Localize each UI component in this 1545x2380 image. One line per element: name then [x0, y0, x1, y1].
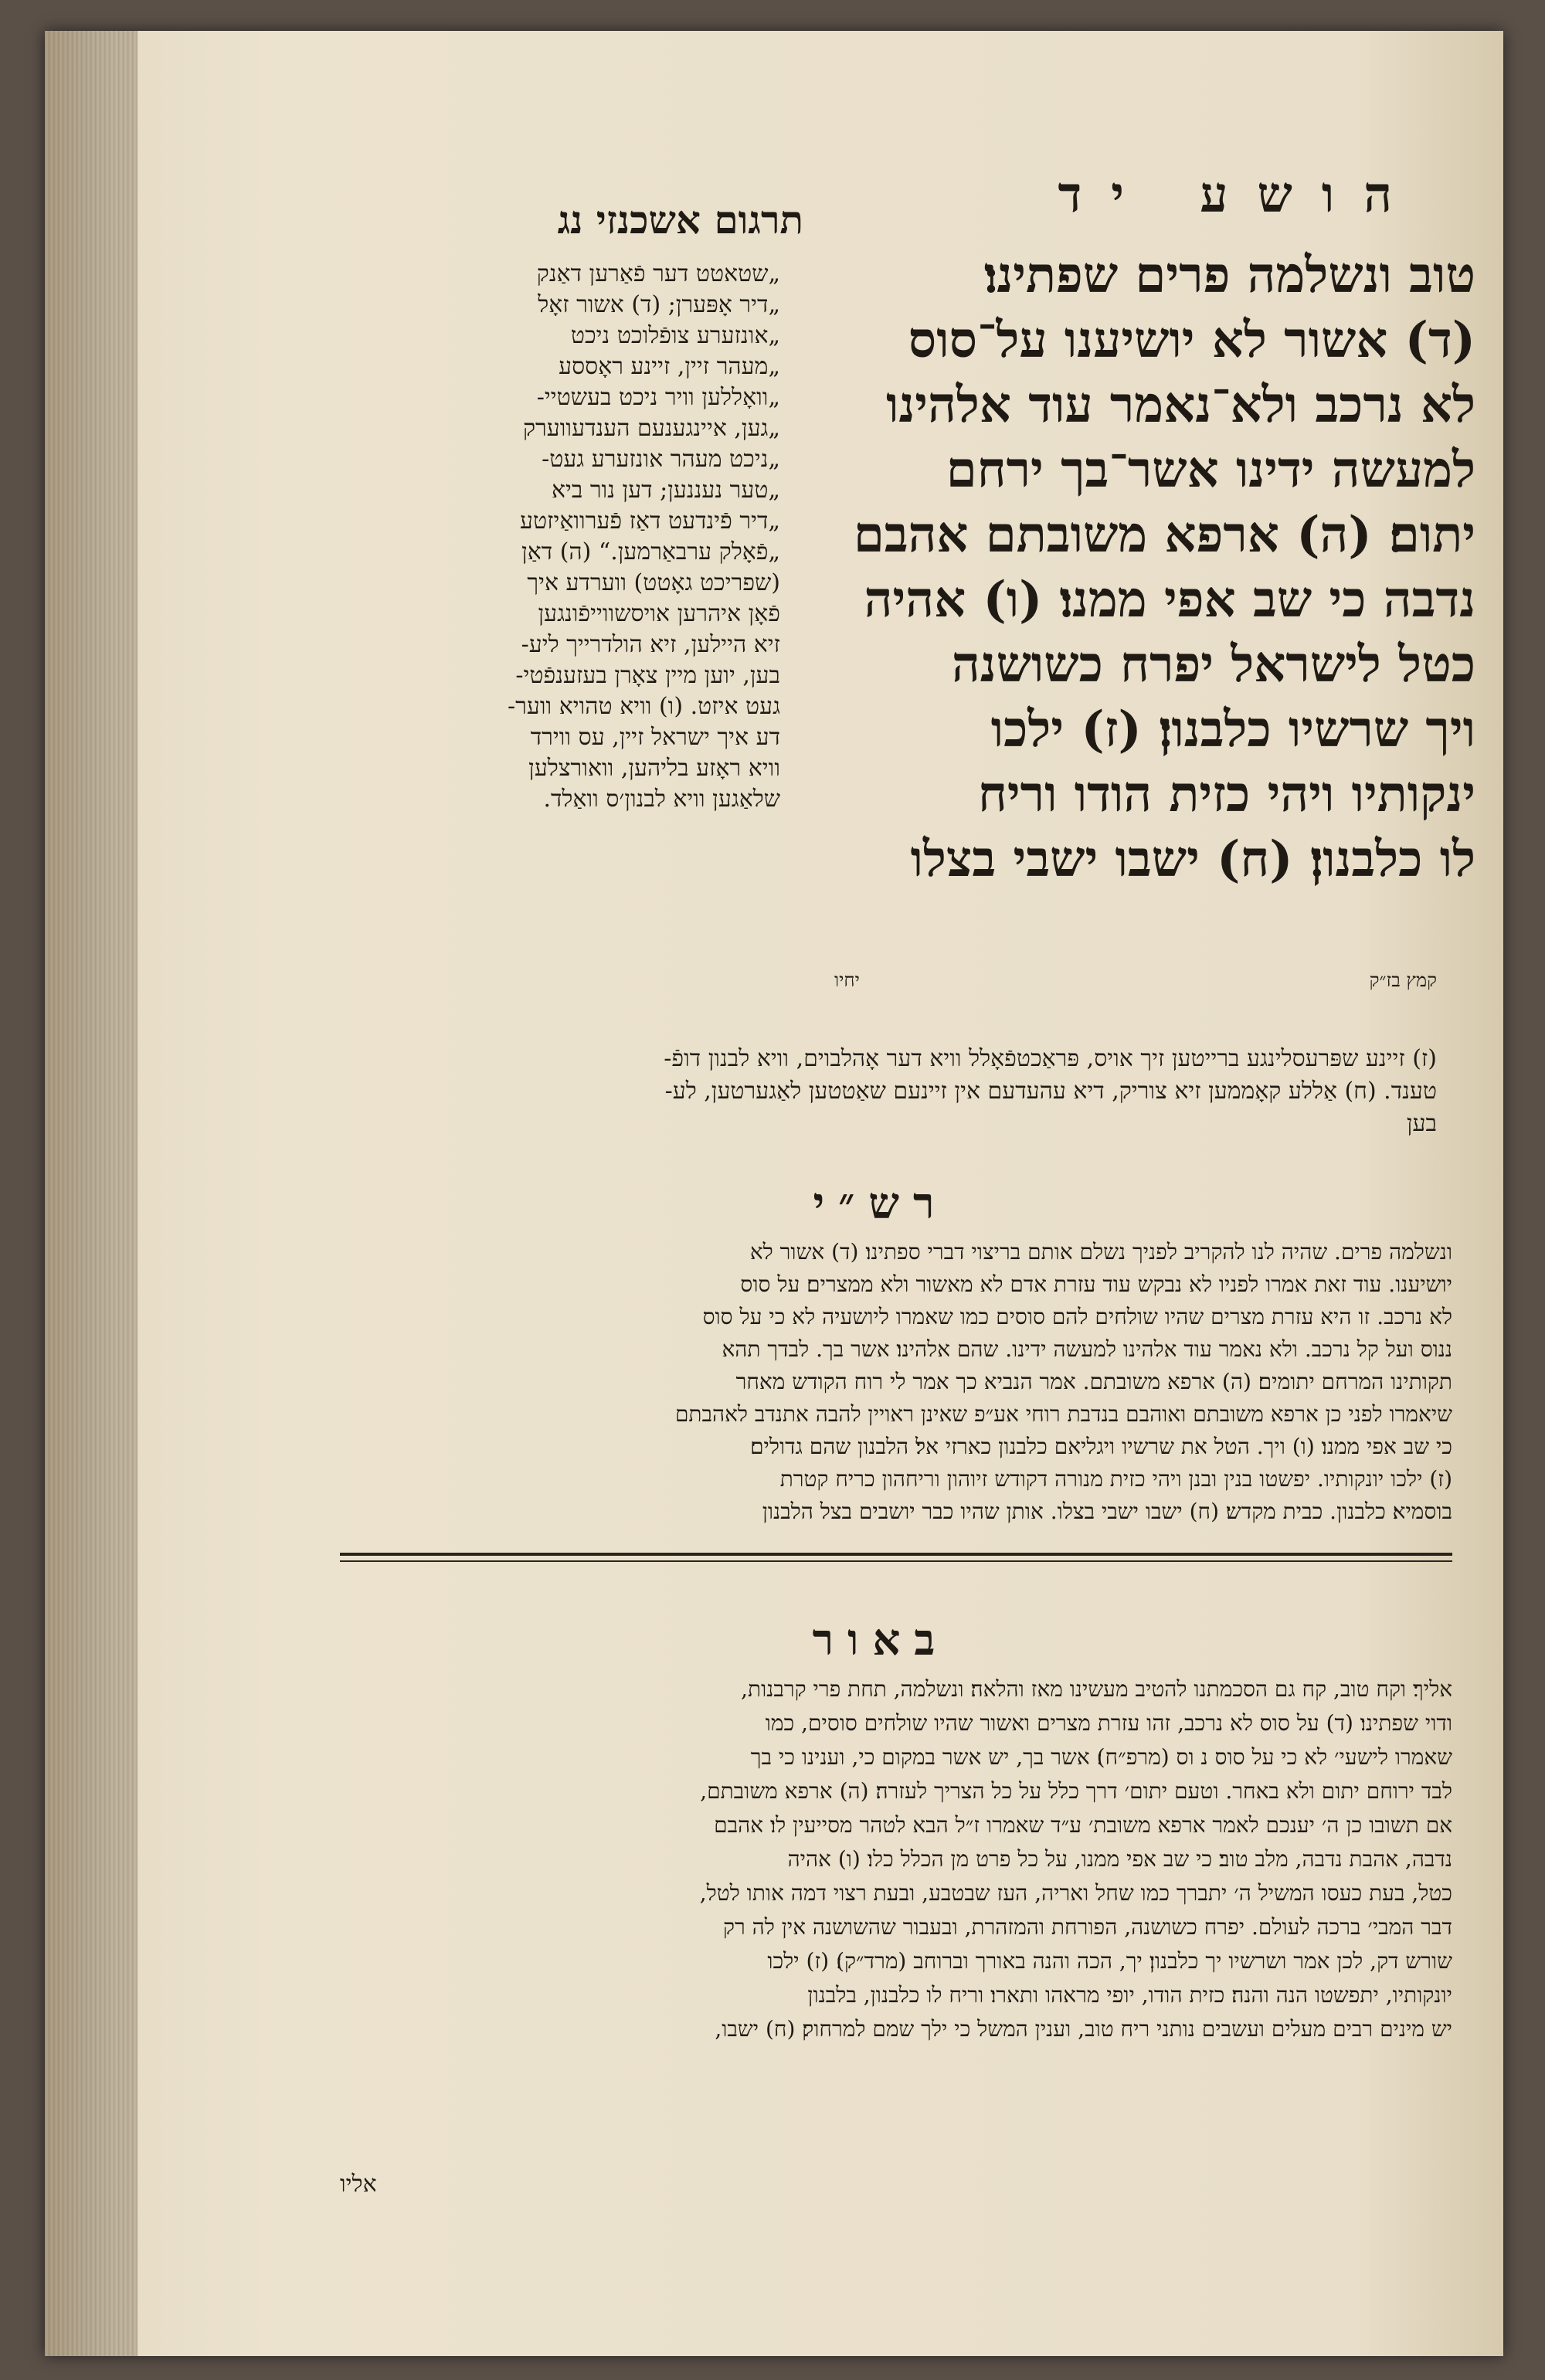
yiddish-line: בען [1406, 1110, 1437, 1137]
yiddish-line: וויא ראָזע בליהען, וואורצלען [528, 755, 780, 782]
yiddish-line: „טער נעננען; דען נור ביא [551, 477, 780, 504]
biur-line: יונקותיו, יתפשטו הנה והנה׃ כזית הודו, יופי מראהו ותארו׃ וריח לו כלבנון, בלבנון [807, 1982, 1452, 2008]
biur-line: אם תשובו כן ה׳ יענכם לאמר ארפא משובת׳ ע״ד שאמרו ז״ל הבא לטהר מסייעין לו׃ אהבם [714, 1812, 1452, 1838]
yiddish-line: „פֿאָלק ערבאַרמען.“ (ה) דאַן [521, 538, 780, 565]
yiddish-line: (שפריכט גאָטט) ווערדע איך [527, 569, 780, 596]
rashi-heading: רש״י [813, 1178, 949, 1229]
biur-line: אליך׃ וקח טוב, קח גם הסכמתנו להטיב מעשינו מאז והלאה׃ ונשלמה, תחת פרי קרבנות, [741, 1676, 1452, 1702]
main-line: יתום׃ (ה) ארפא משובתם אהבם [853, 506, 1475, 564]
note-kamatz: קמץ בז״ק [1369, 969, 1437, 991]
rashi-line: בוסמיא׃ כלבנון. כבית מקדש׃ (ח) ישבו ישבי בצלו. אותן שהיו כבר יושבים בצל הלבנון [762, 1499, 1452, 1524]
yiddish-line: „ניכט מעהר אונזערע געט- [542, 446, 780, 473]
yiddish-line: (ז) זיינע שפּרעסלינגע ברייטען זיך אויס, פּראַכטפֿאָלל וויא דער אָהלבוים, וויא לבנון דופֿ- [664, 1045, 1437, 1072]
rashi-line: ננוס ועל קל נרכב. ולא נאמר עוד אלהינו למעשה ידינו. שהם אלהינו׃ אשר בך. לבדך תהא [722, 1336, 1452, 1362]
masoretic-notes [834, 969, 1437, 992]
rashi-line: ונשלמה פרים. שהיה לנו להקריב לפניך נשלם אותם בריצוי דברי ספתינו׃ (ד) אשור לא [749, 1239, 1452, 1265]
yiddish-line: דע איך ישראל זיין, עס ווירד [530, 724, 780, 751]
section-divider [340, 1553, 1452, 1556]
yiddish-line: טענד. (ח) אַללע קאָממען זיא צוריק, דיא עהעדעם אין זיינעם שאַטטען לאַגערטען, לע- [664, 1078, 1437, 1105]
note-yichyu: יחיו [834, 969, 860, 991]
rashi-line: שיאמרו לפני כן ארפא משובתם ואוהבם בנדבת רוחי אע״פ שאינן ראויין להבה אתנדב לאהבתם [674, 1401, 1452, 1427]
rashi-commentary [340, 1236, 1452, 1528]
biur-line: שורש דק, לכן אמר ושרשיו יך כלבנון׃ יך, הכה והנה באורך וברוחב (מרד״ק)׃ (ז) ילכו [767, 1948, 1452, 1974]
section-divider [340, 1560, 1452, 1562]
yiddish-line: בען, יוען מיין צאָרן בעזענפֿטי- [515, 662, 780, 689]
yiddish-line: געט איזט. (ו) וויא טהויא ווער- [508, 693, 780, 720]
rashi-line: יושיענו. עוד זאת אמרו לפניו לא נבקש עוד עזרת אדם לא מאשור ולא ממצרים׃ על סוס [740, 1271, 1452, 1297]
yiddish-line: „דיר אָפּערן; (ד) אשור זאָל [538, 291, 780, 318]
yiddish-continuation [340, 1043, 1437, 1140]
yiddish-line: „וואָללען וויר ניכט בעשטיי- [536, 384, 780, 411]
page-edge [45, 31, 138, 2356]
biur-line: יש מינים רבים מעלים ועשבים נותני ריח טוב, וענין המשל כי ילך שמם למרחוק׃ (ח) ישבו, [715, 2016, 1452, 2042]
main-line: כטל לישראל יפרח כשושנה [951, 636, 1475, 694]
main-line: לו כלבנון׃ (ח) ישבו ישבי בצלו [910, 830, 1475, 888]
yiddish-line: „דיר פֿינדעט דאַז פֿערוואַיזטע [520, 508, 780, 535]
yiddish-line: „גען, איינגענעם הענדעווערק [522, 415, 780, 442]
biur-line: דבר המבי׳ ברכה לעולם. יפרח כשושנה, הפורחת והמזהרת, ובעבור שהשושנה אין לה רק [722, 1914, 1452, 1940]
biur-commentary [340, 1672, 1452, 2046]
biur-line: כטל, בעת כעסו המשיל ה׳ יתברך כמו שחל ואריה, העז שבטבע, ובעת רצוי דמה אותו לטל, [699, 1880, 1452, 1906]
yiddish-line: „מעהר זיין, זיינע ראָססע [559, 353, 780, 380]
main-line: ינקותיו ויהי כזית הודו וריח [977, 766, 1475, 823]
rashi-line: תקותינו המרחם יתומים׃ (ה) ארפא משובתם. אמר הנביא כך אמר לי רוח הקודש מאחר [735, 1369, 1452, 1394]
rashi-line: לא נרכב. זו היא עזרת מצרים שהיו שולחים להם סוסים כמו שאמרו ליושעיה לא כי על סוס [702, 1304, 1452, 1329]
biur-line: ודוי שפתינו׃ (ד) על סוס לא נרכב, זהו עזרת מצרים ואשור שהיו שולחים סוסים, כמו [765, 1710, 1452, 1736]
main-line: למעשה ידינו אשר־בך ירחם [946, 441, 1475, 499]
catchword: אליו [340, 2171, 377, 2198]
main-line: טוב ונשלמה פרים שפתינו׃ [984, 246, 1475, 304]
main-hebrew-text [742, 243, 1475, 892]
yiddish-translation-column [340, 259, 780, 815]
biur-heading: באור [812, 1614, 949, 1665]
yiddish-line: פֿאָן איהרען אויסשווייפֿונגען [538, 600, 780, 627]
rashi-line: כי שב אפי ממנו׃ (ו) ויך. הטל את שרשיו ויגליאם כלבנון כארזי אל׃ הלבנון שהם גדולים׃ [750, 1434, 1452, 1459]
biur-line: לבד ירוחם יתום ולא באחר. וטעם יתום׳ דרך כלל על כל הצריך לעזרה׃ (ה) ארפא משובתם, [700, 1778, 1452, 1804]
main-line: ויך שרשיו כלבנון׃ (ז) ילכו [990, 701, 1475, 759]
main-line: (ד) אשור לא יושיענו על־סוס [908, 311, 1475, 369]
yiddish-line: זיא היילען, זיא הולדרייך ליע- [521, 631, 780, 658]
yiddish-line: שלאַגען וויא לבנון׳ס וואַלד. [543, 786, 780, 813]
yiddish-line: „אונזערע צופֿלוכט ניכט [570, 322, 780, 349]
biur-line: שאמרו לישעי׳ לא כי על סוס נ וס (מרפ״ח)׃ אשר בך, יש אשר במקום כי, וענינו כי בך [750, 1744, 1452, 1770]
main-line: נדבה כי שב אפי ממנו׃ (ו) אהיה [864, 571, 1475, 629]
main-line: לא נרכב ולא־נאמר עוד אלהינו [886, 376, 1475, 434]
biur-line: נדבה, אהבת נדבה, מלב טוב׃ כי שב אפי ממנו, על כל פרט מן הכלל כלו׃ (ו) אהיה [787, 1846, 1452, 1872]
running-head-book: הושע יד [1058, 166, 1421, 224]
running-head-targum: תרגום אשכנזי נג [557, 197, 803, 243]
rashi-line: (ז) ילכו יונקותיו. יפשטו בנין ובנן ויהי כזית מנורה דקודש זיוהון וריחהון כריח קטרת [779, 1466, 1452, 1492]
yiddish-line: „שטאטט דער פֿאַרען דאַנק [536, 260, 780, 287]
